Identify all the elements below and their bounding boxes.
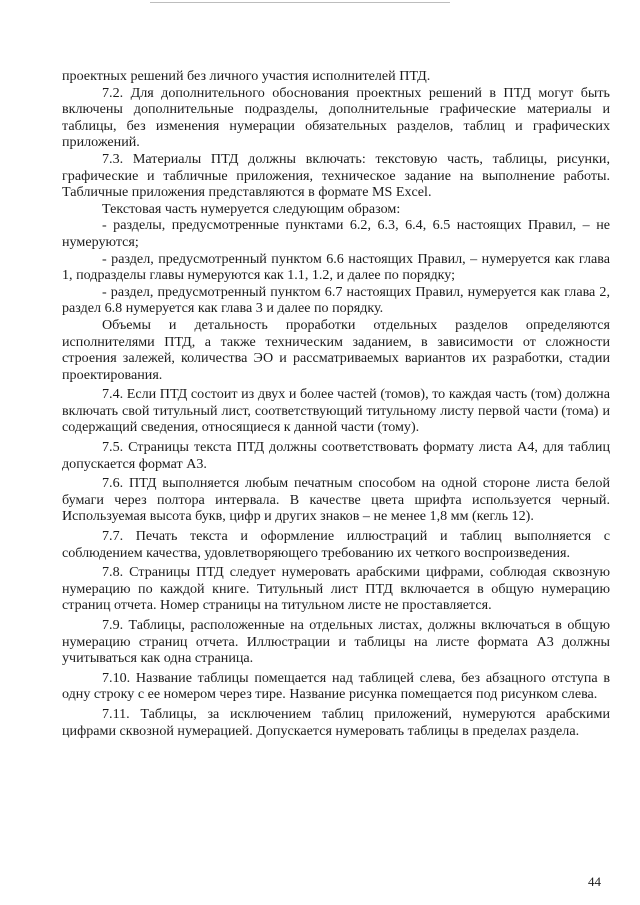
scan-top-edge (150, 2, 450, 3)
paragraph-7-4: 7.4. Если ПТД состоит из двух и более частей (томов), то каждая часть (том) должна включать свой титульный лист, соответствующий титульному листу первой части (тома) и содержащий сведения, относящиеся к данной части (тому). (62, 386, 610, 436)
paragraph-7-6: 7.6. ПТД выполняется любым печатным способом на одной стороне листа белой бумаги через полтора интервала. В качестве цвета шрифта используется черный. Используемая высота букв, цифр и других знаков – не менее 1,8 мм (кегль 12). (62, 475, 610, 525)
body-text (62, 68, 610, 739)
paragraph-7-7: 7.7. Печать текста и оформление иллюстраций и таблиц выполняется с соблюдением качества, удовлетворяющего требованию их четкого воспроизведения. (62, 528, 610, 561)
list-item-chapter-1: - раздел, предусмотренный пунктом 6.6 настоящих Правил, – нумеруется как глава 1, подразделы главы нумеруются как 1.1, 1.2, и далее по порядку; (62, 250, 610, 284)
paragraph-7-8: 7.8. Страницы ПТД следует нумеровать арабскими цифрами, соблюдая сквозную нумерацию по каждой книге. Титульный лист ПТД включается в общую нумерацию страниц отчета. Номер страницы на титульном листе не проставляется. (62, 564, 610, 614)
list-item-chapter-2: - раздел, предусмотренный пунктом 6.7 настоящих Правил, нумеруется как глава 2, раздел 6.8 нумеруется как глава 3 и далее по порядку. (62, 283, 610, 317)
paragraph-detail: Объемы и детальность проработки отдельных разделов определяются исполнителями ПТД, а также техническим заданием, в зависимости от сложности строения залежей, количества ЭО и рассматриваемых вариантов их разработки, стадии проектирования. (62, 316, 610, 383)
list-item-sections: - разделы, предусмотренные пунктами 6.2, 6.3, 6.4, 6.5 настоящих Правил, – не нумеруются; (62, 217, 610, 250)
paragraph-7-10: 7.10. Название таблицы помещается над таблицей слева, без абзацного отступа в одну строку с ее номером через тире. Название рисунка помещается под рисунком слева. (62, 669, 610, 703)
paragraph-7-2: 7.2. Для дополнительного обоснования проектных решений в ПТД могут быть включены дополнительные подразделы, дополнительные графические материалы и таблицы, без изменения нумерации обязательных разделов, таблиц и графических приложений. (62, 84, 610, 151)
page-number: 44 (588, 874, 601, 889)
paragraph-numbering-intro: Текстовая часть нумеруется следующим образом: (102, 200, 401, 217)
paragraph-7-11: 7.11. Таблицы, за исключением таблиц приложений, нумеруются арабскими цифрами сквозной нумерацией. Допускается нумеровать таблицы в пределах раздела. (62, 705, 610, 739)
paragraph-7-3: 7.3. Материалы ПТД должны включать: текстовую часть, таблицы, рисунки, графические и табличные приложения, техническое задание на выполнение работы. Табличные приложения представляются в формате MS Excel. (62, 150, 610, 201)
paragraph-7-9: 7.9. Таблицы, расположенные на отдельных листах, должны включаться в общую нумерацию страниц отчета. Иллюстрации и таблицы на листе формата А3 должны учитываться как одна страница. (62, 617, 610, 667)
paragraph-7-5: 7.5. Страницы текста ПТД должны соответствовать формату листа А4, для таблиц допускается формат А3. (62, 439, 610, 472)
paragraph-continuation: проектных решений без личного участия исполнителей ПТД. (62, 68, 431, 84)
